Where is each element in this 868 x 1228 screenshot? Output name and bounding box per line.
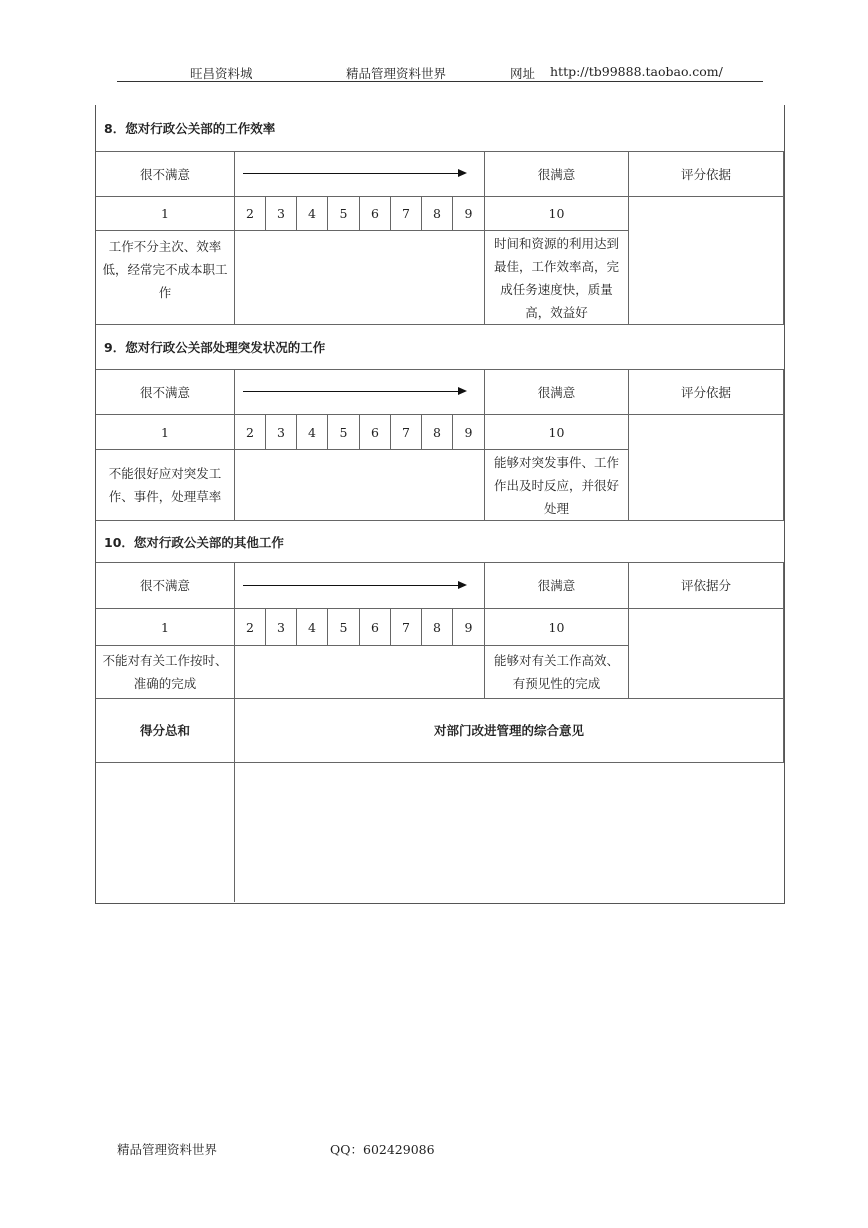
section-8-low-label: 很不满意	[96, 152, 235, 197]
section-10-arrow-cell	[235, 563, 485, 609]
section-9-low-label: 很不满意	[96, 370, 235, 415]
section-8-high-label: 很满意	[485, 152, 629, 197]
total-score-input[interactable]	[96, 763, 235, 902]
section-8-score[interactable]: 8	[422, 197, 453, 231]
scale-arrow-icon	[243, 391, 465, 392]
section-9-high-label: 很满意	[485, 370, 629, 415]
section-8-score[interactable]: 7	[391, 197, 422, 231]
section-9-score[interactable]: 6	[360, 415, 391, 450]
section-8-score[interactable]: 2	[235, 197, 266, 231]
section-8-basis-input[interactable]	[629, 197, 784, 325]
section-8-middle-blank	[235, 231, 485, 325]
section-9-basis-input[interactable]	[629, 415, 784, 521]
section-9-low-desc: 不能很好应对突发工作、事件，处理草率	[96, 450, 235, 521]
footer-qq: QQ：602429086	[330, 1142, 435, 1157]
page-header	[0, 64, 868, 82]
section-10-score[interactable]: 3	[266, 609, 297, 646]
footer-brand: 精品管理资料世界	[117, 1142, 218, 1157]
section-8-low-desc: 工作不分主次、效率低，经常完不成本职工作	[96, 231, 235, 325]
section-8-score[interactable]: 5	[328, 197, 360, 231]
section-9-score-10[interactable]: 10	[485, 415, 629, 450]
section-9-score[interactable]: 8	[422, 415, 453, 450]
section-10-score[interactable]: 5	[328, 609, 360, 646]
section-8-title: 8．您对行政公关部的工作效率	[96, 105, 784, 152]
opinion-label: 对部门改进管理的综合意见	[235, 699, 784, 763]
section-8-score[interactable]: 3	[266, 197, 297, 231]
section-9-score[interactable]: 9	[453, 415, 485, 450]
section-9-score[interactable]: 2	[235, 415, 266, 450]
section-9-high-desc: 能够对突发事件、工作作出及时反应，并很好处理	[485, 450, 629, 521]
section-8-high-desc: 时间和资源的利用达到最佳，工作效率高，完成任务速度快，质量高，效益好	[485, 231, 629, 325]
section-10-score[interactable]: 8	[422, 609, 453, 646]
survey-form	[95, 105, 785, 904]
section-10-score-1[interactable]: 1	[96, 609, 235, 646]
opinion-input[interactable]	[235, 763, 784, 902]
header-rule	[117, 81, 763, 82]
section-9-score[interactable]: 5	[328, 415, 360, 450]
section-10-title: 10．您对行政公关部的其他工作	[96, 521, 784, 563]
header-url-label: 网址	[510, 66, 536, 81]
header-url[interactable]: http://tb99888.taobao.com/	[550, 64, 723, 79]
section-8-arrow-cell	[235, 152, 485, 197]
section-10-score[interactable]: 6	[360, 609, 391, 646]
section-9-basis-label: 评分依据	[629, 370, 784, 415]
section-8-score[interactable]: 6	[360, 197, 391, 231]
section-10-low-label: 很不满意	[96, 563, 235, 609]
section-10-high-label: 很满意	[485, 563, 629, 609]
section-8-score-1[interactable]: 1	[96, 197, 235, 231]
section-9-title: 9．您对行政公关部处理突发状况的工作	[96, 325, 784, 370]
section-10-low-desc: 不能对有关工作按时、准确的完成	[96, 646, 235, 699]
section-9-arrow-cell	[235, 370, 485, 415]
section-8-score[interactable]: 4	[297, 197, 328, 231]
section-10-score[interactable]: 4	[297, 609, 328, 646]
section-9-score-1[interactable]: 1	[96, 415, 235, 450]
section-10-high-desc: 能够对有关工作高效、有预见性的完成	[485, 646, 629, 699]
section-8-score-10[interactable]: 10	[485, 197, 629, 231]
section-9-score[interactable]: 4	[297, 415, 328, 450]
section-10-middle-blank	[235, 646, 485, 699]
section-10-score[interactable]: 2	[235, 609, 266, 646]
header-shop-name: 旺昌资料城	[190, 66, 253, 81]
scale-arrow-icon	[243, 585, 465, 586]
section-10-score[interactable]: 7	[391, 609, 422, 646]
section-9-score[interactable]: 7	[391, 415, 422, 450]
section-8-score[interactable]: 9	[453, 197, 485, 231]
section-10-basis-label: 评依据分	[629, 563, 784, 609]
section-8-basis-label: 评分依据	[629, 152, 784, 197]
section-10-score-10[interactable]: 10	[485, 609, 629, 646]
section-10-basis-input[interactable]	[629, 609, 784, 699]
section-9-middle-blank	[235, 450, 485, 521]
header-brand: 精品管理资料世界	[346, 66, 447, 81]
section-9-score[interactable]: 3	[266, 415, 297, 450]
section-10-score[interactable]: 9	[453, 609, 485, 646]
scale-arrow-icon	[243, 173, 465, 174]
total-score-label: 得分总和	[96, 699, 235, 763]
